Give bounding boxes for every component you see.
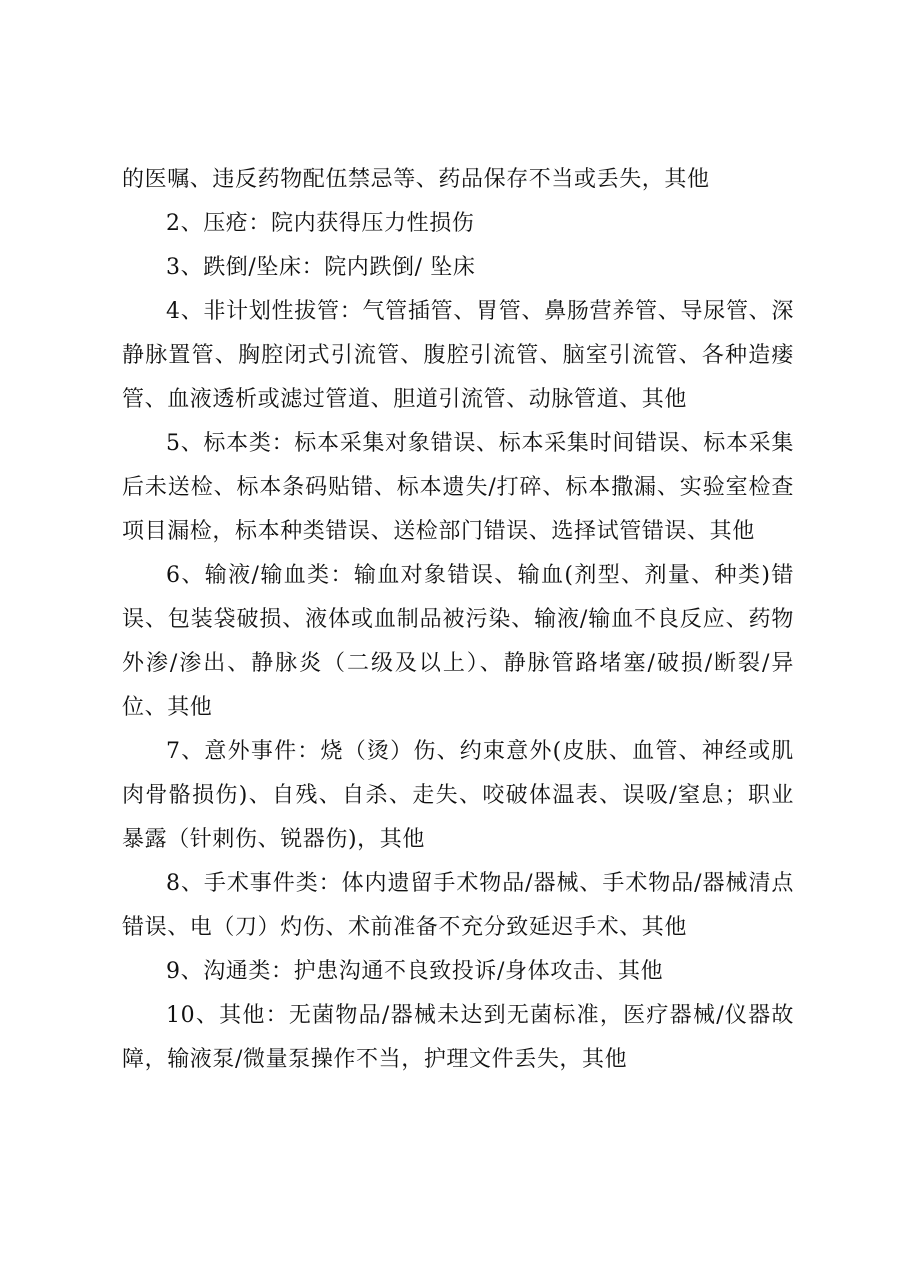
paragraph-continuation: 的医嘱、违反药物配伍禁忌等、药品保存不当或丢失，其他 xyxy=(122,167,710,192)
paragraph-item-10: 10、其他：无菌物品/器械未达到无菌标准，医疗器械/仪器故障，输液泵/微量泵操作不当，护理文件丢失，其他 xyxy=(122,1003,794,1072)
document-body xyxy=(122,158,794,1082)
paragraph-item-8: 8、手术事件类：体内遗留手术物品/器械、手术物品/器械清点错误、电（刀）灼伤、术前准备不充分致延迟手术、其他 xyxy=(122,871,794,940)
paragraph-item-6: 6、输液/输血类：输血对象错误、输血(剂型、剂量、种类)错误、包装袋破损、液体或血制品被污染、输液/输血不良反应、药物外渗/渗出、静脉炎（二级及以上）、静脉管路堵塞/破损/断裂/异位、其他 xyxy=(122,563,794,720)
paragraph-item-4: 4、非计划性拔管：气管插管、胃管、鼻肠营养管、导尿管、深静脉置管、胸腔闭式引流管、腹腔引流管、脑室引流管、各种造瘘管、血液透析或滤过管道、胆道引流管、动脉管道、其他 xyxy=(122,299,794,412)
paragraph-item-9: 9、沟通类：护患沟通不良致投诉/身体攻击、其他 xyxy=(166,959,664,984)
paragraph-item-7: 7、意外事件：烧（烫）伤、约束意外(皮肤、血管、神经或肌肉骨骼损伤)、自残、自杀、走失、咬破体温表、误吸/窒息；职业暴露（针刺伤、锐器伤)，其他 xyxy=(122,739,794,852)
paragraph-item-5: 5、标本类：标本采集对象错误、标本采集时间错误、标本采集后未送检、标本条码贴错、标本遗失/打碎、标本撒漏、实验室检查项目漏检，标本种类错误、送检部门错误、选择试管错误、其他 xyxy=(122,431,794,544)
paragraph-item-3: 3、跌倒/坠床：院内跌倒/ 坠床 xyxy=(166,255,476,280)
paragraph-item-2: 2、压疮：院内获得压力性损伤 xyxy=(166,211,475,236)
